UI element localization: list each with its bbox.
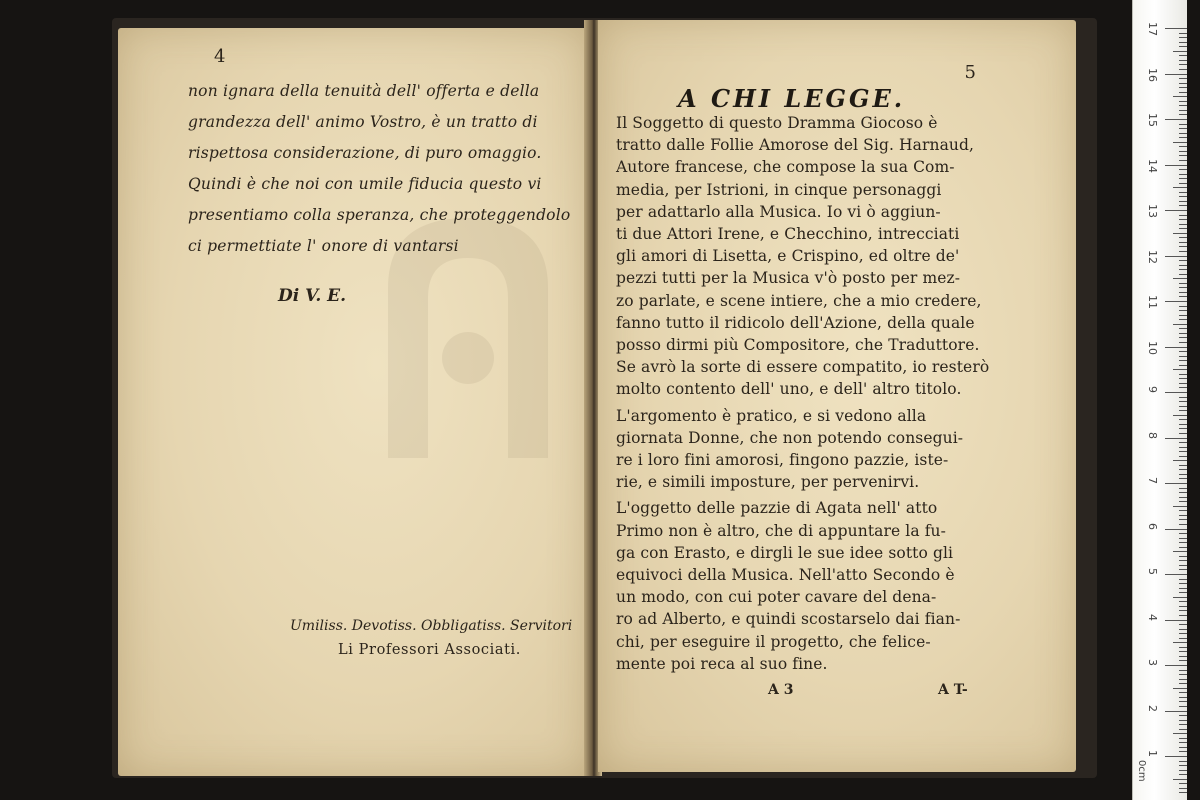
ruler-number: 17	[1146, 22, 1159, 36]
ruler-tick	[1179, 151, 1187, 152]
ruler-tick	[1179, 351, 1187, 352]
page-number-right: 5	[964, 62, 976, 83]
ruler-tick	[1179, 538, 1187, 539]
ruler-tick	[1179, 192, 1187, 193]
body-line: Autore francese, che compose la sua Com-	[616, 158, 955, 177]
ruler-tick	[1179, 401, 1187, 402]
ruler-tick	[1165, 438, 1187, 439]
ruler-tick	[1179, 83, 1187, 84]
ruler-tick	[1179, 565, 1187, 566]
ruler-tick	[1179, 724, 1187, 725]
ruler-tick	[1179, 110, 1187, 111]
ruler-number: 9	[1146, 386, 1159, 393]
ruler-tick	[1179, 428, 1187, 429]
ruler-tick	[1173, 551, 1187, 552]
body-line: giornata Donne, che non potendo consegui-	[616, 428, 964, 447]
body-line: re i loro fini amorosi, fingono pazzie, iste-	[616, 451, 949, 470]
ruler-number: 14	[1146, 158, 1159, 173]
ruler-tick	[1179, 606, 1187, 607]
ruler-number: 7	[1146, 477, 1159, 484]
page-number-left: 4	[214, 46, 226, 67]
ruler-tick	[1179, 160, 1187, 161]
ruler-tick	[1179, 761, 1187, 762]
body-line: posso dirmi più Compositore, che Traduttore.	[616, 336, 980, 355]
ruler-tick	[1179, 533, 1187, 534]
ruler-tick	[1179, 706, 1187, 707]
ruler-tick	[1179, 356, 1187, 357]
ruler-tick	[1173, 369, 1187, 370]
ruler-tick	[1173, 642, 1187, 643]
ruler-tick	[1179, 447, 1187, 448]
ruler-tick	[1179, 633, 1187, 634]
ruler-tick	[1179, 510, 1187, 511]
dedication-line: Quindi è che noi con umile fiducia questo vi	[188, 175, 542, 193]
ruler-tick	[1179, 205, 1187, 206]
ruler-tick	[1173, 142, 1187, 143]
ruler-tick	[1173, 506, 1187, 507]
ruler-tick	[1179, 720, 1187, 721]
ruler-number: 5	[1146, 568, 1159, 575]
ruler-tick	[1179, 456, 1187, 457]
ruler-tick	[1179, 715, 1187, 716]
ruler-tick	[1179, 219, 1187, 220]
ruler-number: 3	[1146, 659, 1159, 666]
ruler-tick	[1173, 278, 1187, 279]
ruler-tick	[1179, 601, 1187, 602]
ruler-tick	[1165, 301, 1187, 302]
body-line: L'oggetto delle pazzie di Agata nell' atto	[616, 499, 938, 518]
ruler-tick	[1179, 492, 1187, 493]
ruler-tick	[1165, 756, 1187, 757]
ruler-tick	[1173, 779, 1187, 780]
ruler-tick	[1179, 328, 1187, 329]
ruler-tick	[1179, 592, 1187, 593]
ruler-tick	[1179, 319, 1187, 320]
ruler-tick	[1179, 87, 1187, 88]
ruler-tick	[1173, 597, 1187, 598]
ruler-tick	[1179, 169, 1187, 170]
section-heading: A CHI LEGGE.	[678, 84, 906, 113]
ruler-tick	[1179, 174, 1187, 175]
ruler-tick	[1179, 783, 1187, 784]
dedication-line: ci permettiate l' onore di vantarsi	[188, 237, 459, 255]
ruler-tick	[1179, 542, 1187, 543]
ruler-tick	[1179, 583, 1187, 584]
ruler-tick	[1179, 478, 1187, 479]
dedication-line: presentiamo colla speranza, che proteggendolo	[188, 206, 571, 224]
ruler-tick	[1179, 342, 1187, 343]
body-line: Se avrò la sorte di essere compatito, io resterò	[616, 358, 990, 377]
ruler-tick	[1179, 33, 1187, 34]
ruler-tick	[1179, 638, 1187, 639]
ruler-tick	[1179, 410, 1187, 411]
ruler-tick	[1179, 383, 1187, 384]
ruler-tick	[1179, 260, 1187, 261]
ruler-tick	[1179, 497, 1187, 498]
ruler-tick	[1179, 178, 1187, 179]
ruler-tick	[1165, 74, 1187, 75]
ruler-number: 10	[1146, 340, 1159, 355]
ruler-tick	[1179, 788, 1187, 789]
ruler-number: 4	[1146, 613, 1159, 621]
dedication-line: grandezza dell' animo Vostro, è un tratto di	[188, 113, 538, 131]
ruler-tick	[1179, 406, 1187, 407]
ruler-tick	[1179, 560, 1187, 561]
body-line: tratto dalle Follie Amorose del Sig. Harnaud,	[616, 136, 975, 155]
ruler-tick	[1173, 51, 1187, 52]
ruler-tick	[1179, 101, 1187, 102]
ruler-tick	[1179, 569, 1187, 570]
ruler-tick	[1179, 451, 1187, 452]
ruler-tick	[1179, 624, 1187, 625]
ruler-tick	[1179, 55, 1187, 56]
ruler-tick	[1179, 465, 1187, 466]
ruler-tick	[1179, 133, 1187, 134]
catchword: A T-	[938, 682, 968, 698]
ruler-tick	[1179, 360, 1187, 361]
ruler-number: 2	[1146, 704, 1159, 712]
measuring-ruler	[1132, 0, 1187, 800]
ruler-tick	[1165, 574, 1187, 575]
ruler-tick	[1165, 711, 1187, 712]
ruler-tick	[1179, 105, 1187, 106]
ruler-tick	[1179, 469, 1187, 470]
ruler-number: 13	[1146, 204, 1159, 218]
ruler-tick	[1179, 374, 1187, 375]
ruler-tick	[1165, 392, 1187, 393]
ruler-tick	[1165, 665, 1187, 666]
ruler-tick	[1179, 547, 1187, 548]
ruler-tick	[1179, 397, 1187, 398]
ruler-tick	[1179, 647, 1187, 648]
ruler-tick	[1165, 165, 1187, 166]
ruler-tick	[1179, 770, 1187, 771]
ruler-tick	[1179, 579, 1187, 580]
ruler-tick	[1173, 96, 1187, 97]
ruler-tick	[1179, 670, 1187, 671]
ruler-tick	[1165, 28, 1187, 29]
ruler-number: 6	[1146, 522, 1159, 530]
ruler-tick	[1179, 615, 1187, 616]
ruler-tick	[1173, 187, 1187, 188]
ruler-tick	[1173, 733, 1187, 734]
ruler-tick	[1179, 729, 1187, 730]
ruler-tick	[1173, 688, 1187, 689]
ruler-tick	[1179, 287, 1187, 288]
ruler-tick	[1179, 337, 1187, 338]
body-line: Il Soggetto di questo Dramma Giocoso è	[616, 114, 938, 132]
ruler-tick	[1165, 347, 1187, 348]
ruler-tick	[1179, 629, 1187, 630]
ruler-tick	[1173, 415, 1187, 416]
ruler-tick	[1179, 419, 1187, 420]
body-line: ga con Erasto, e dirgli le sue idee sotto gli	[616, 543, 954, 562]
ruler-tick	[1165, 620, 1187, 621]
ruler-tick	[1165, 529, 1187, 530]
body-line: equivoci della Musica. Nell'atto Secondo è	[616, 566, 955, 585]
ruler-tick	[1179, 387, 1187, 388]
ruler-tick	[1179, 519, 1187, 520]
body-line: ti due Attori Irene, e Checchino, intrecciati	[616, 225, 960, 244]
ruler-tick	[1179, 69, 1187, 70]
ruler-tick	[1179, 292, 1187, 293]
ruler-tick	[1179, 679, 1187, 680]
ruler-tick	[1179, 651, 1187, 652]
ruler-tick	[1179, 246, 1187, 247]
ruler-tick	[1179, 146, 1187, 147]
body-line: Primo non è altro, che di appuntare la fu-	[616, 521, 946, 540]
body-line: pezzi tutti per la Musica v'ò posto per mez-	[616, 269, 961, 288]
ruler-tick	[1165, 210, 1187, 211]
body-line: rie, e simili imposture, per pervenirvi.	[616, 473, 920, 492]
body-line: mente poi reca al suo fine.	[616, 654, 828, 673]
ruler-tick	[1179, 137, 1187, 138]
signoff: Di V. E.	[278, 286, 347, 306]
body-line: un modo, con cui poter cavare del dena-	[616, 588, 937, 607]
ruler-number: 1	[1146, 750, 1159, 757]
ruler-tick	[1179, 60, 1187, 61]
ruler-tick	[1165, 256, 1187, 257]
ruler-number: 8	[1146, 431, 1159, 439]
ruler-tick	[1173, 324, 1187, 325]
signature-mark: A 3	[768, 682, 794, 698]
ruler-tick	[1179, 442, 1187, 443]
ruler-tick	[1179, 474, 1187, 475]
ruler-tick	[1179, 588, 1187, 589]
ruler-tick	[1179, 674, 1187, 675]
ruler-unit-label: 0cm	[1136, 760, 1147, 782]
ruler-number: 16	[1146, 67, 1159, 82]
ruler-tick	[1179, 64, 1187, 65]
ruler-tick	[1179, 92, 1187, 93]
ruler-tick	[1179, 201, 1187, 202]
ruler-tick	[1179, 656, 1187, 657]
ruler-tick	[1179, 237, 1187, 238]
ruler-tick	[1179, 114, 1187, 115]
body-line: gli amori di Lisetta, e Crispino, ed oltre de'	[616, 247, 960, 266]
body-line: media, per Istrioni, in cinque personaggi	[616, 180, 942, 199]
body-line: ro ad Alberto, e quindi scostarselo dai fian-	[616, 610, 961, 629]
ruler-tick	[1179, 610, 1187, 611]
dedication-line: rispettosa considerazione, di puro omaggio.	[188, 144, 542, 162]
ruler-tick	[1179, 215, 1187, 216]
ruler-tick	[1179, 78, 1187, 79]
ruler-tick	[1179, 515, 1187, 516]
ruler-tick	[1165, 483, 1187, 484]
dedication-text	[188, 76, 571, 262]
ruler-tick	[1179, 556, 1187, 557]
body-line: L'argomento è pratico, e si vedono alla	[616, 406, 927, 425]
ruler-tick	[1179, 224, 1187, 225]
body-line: fanno tutto il ridicolo dell'Azione, della quale	[616, 313, 975, 332]
ruler-number: 15	[1146, 113, 1159, 127]
ruler-number: 11	[1146, 295, 1159, 309]
ruler-tick	[1179, 697, 1187, 698]
ruler-tick	[1179, 251, 1187, 252]
body-line: chi, per eseguire il progetto, che felice-	[616, 632, 931, 651]
ruler-tick	[1179, 751, 1187, 752]
ruler-tick	[1179, 433, 1187, 434]
ruler-number: 12	[1146, 249, 1159, 264]
ruler-tick	[1173, 460, 1187, 461]
ruler-tick	[1179, 424, 1187, 425]
ruler-tick	[1173, 233, 1187, 234]
ruler-tick	[1179, 738, 1187, 739]
servants-line: Umiliss. Devotiss. Obbligatiss. Servitori	[290, 618, 573, 634]
ruler-tick	[1179, 333, 1187, 334]
ruler-tick	[1179, 183, 1187, 184]
ruler-tick	[1179, 42, 1187, 43]
body-line: molto contento dell' uno, e dell' altro titolo.	[616, 380, 962, 399]
ruler-tick	[1179, 378, 1187, 379]
ruler-tick	[1179, 742, 1187, 743]
ruler-tick	[1179, 701, 1187, 702]
ruler-tick	[1179, 196, 1187, 197]
ruler-tick	[1179, 124, 1187, 125]
ruler-tick	[1179, 265, 1187, 266]
ruler-tick	[1179, 269, 1187, 270]
body-line: per adattarlo alla Musica. Io vi ò aggiun-	[616, 202, 941, 221]
ruler-tick	[1179, 155, 1187, 156]
body-text	[616, 112, 1016, 675]
right-page	[598, 20, 1076, 772]
ruler-tick	[1179, 365, 1187, 366]
ruler-tick	[1179, 274, 1187, 275]
ruler-tick	[1179, 296, 1187, 297]
ruler-tick	[1179, 228, 1187, 229]
ruler-tick	[1179, 242, 1187, 243]
ruler-tick	[1179, 46, 1187, 47]
ruler-tick	[1179, 315, 1187, 316]
ruler-tick	[1179, 524, 1187, 525]
ruler-tick	[1179, 501, 1187, 502]
ruler-tick	[1179, 488, 1187, 489]
ruler-tick	[1179, 683, 1187, 684]
ruler-tick	[1179, 692, 1187, 693]
left-page	[118, 28, 588, 776]
ruler-tick	[1179, 128, 1187, 129]
ruler-tick	[1179, 774, 1187, 775]
ruler-tick	[1165, 119, 1187, 120]
professors-line: Li Professori Associati.	[338, 642, 521, 658]
body-line: zo parlate, e scene intiere, che a mio credere,	[616, 291, 982, 310]
ruler-tick	[1179, 283, 1187, 284]
ruler-tick	[1179, 747, 1187, 748]
ruler-tick	[1179, 660, 1187, 661]
ruler-tick	[1179, 37, 1187, 38]
ruler-tick	[1179, 792, 1187, 793]
dedication-line: non ignara della tenuità dell' offerta e della	[188, 82, 540, 100]
ruler-tick	[1179, 765, 1187, 766]
ruler-tick	[1179, 306, 1187, 307]
ruler-tick	[1179, 310, 1187, 311]
